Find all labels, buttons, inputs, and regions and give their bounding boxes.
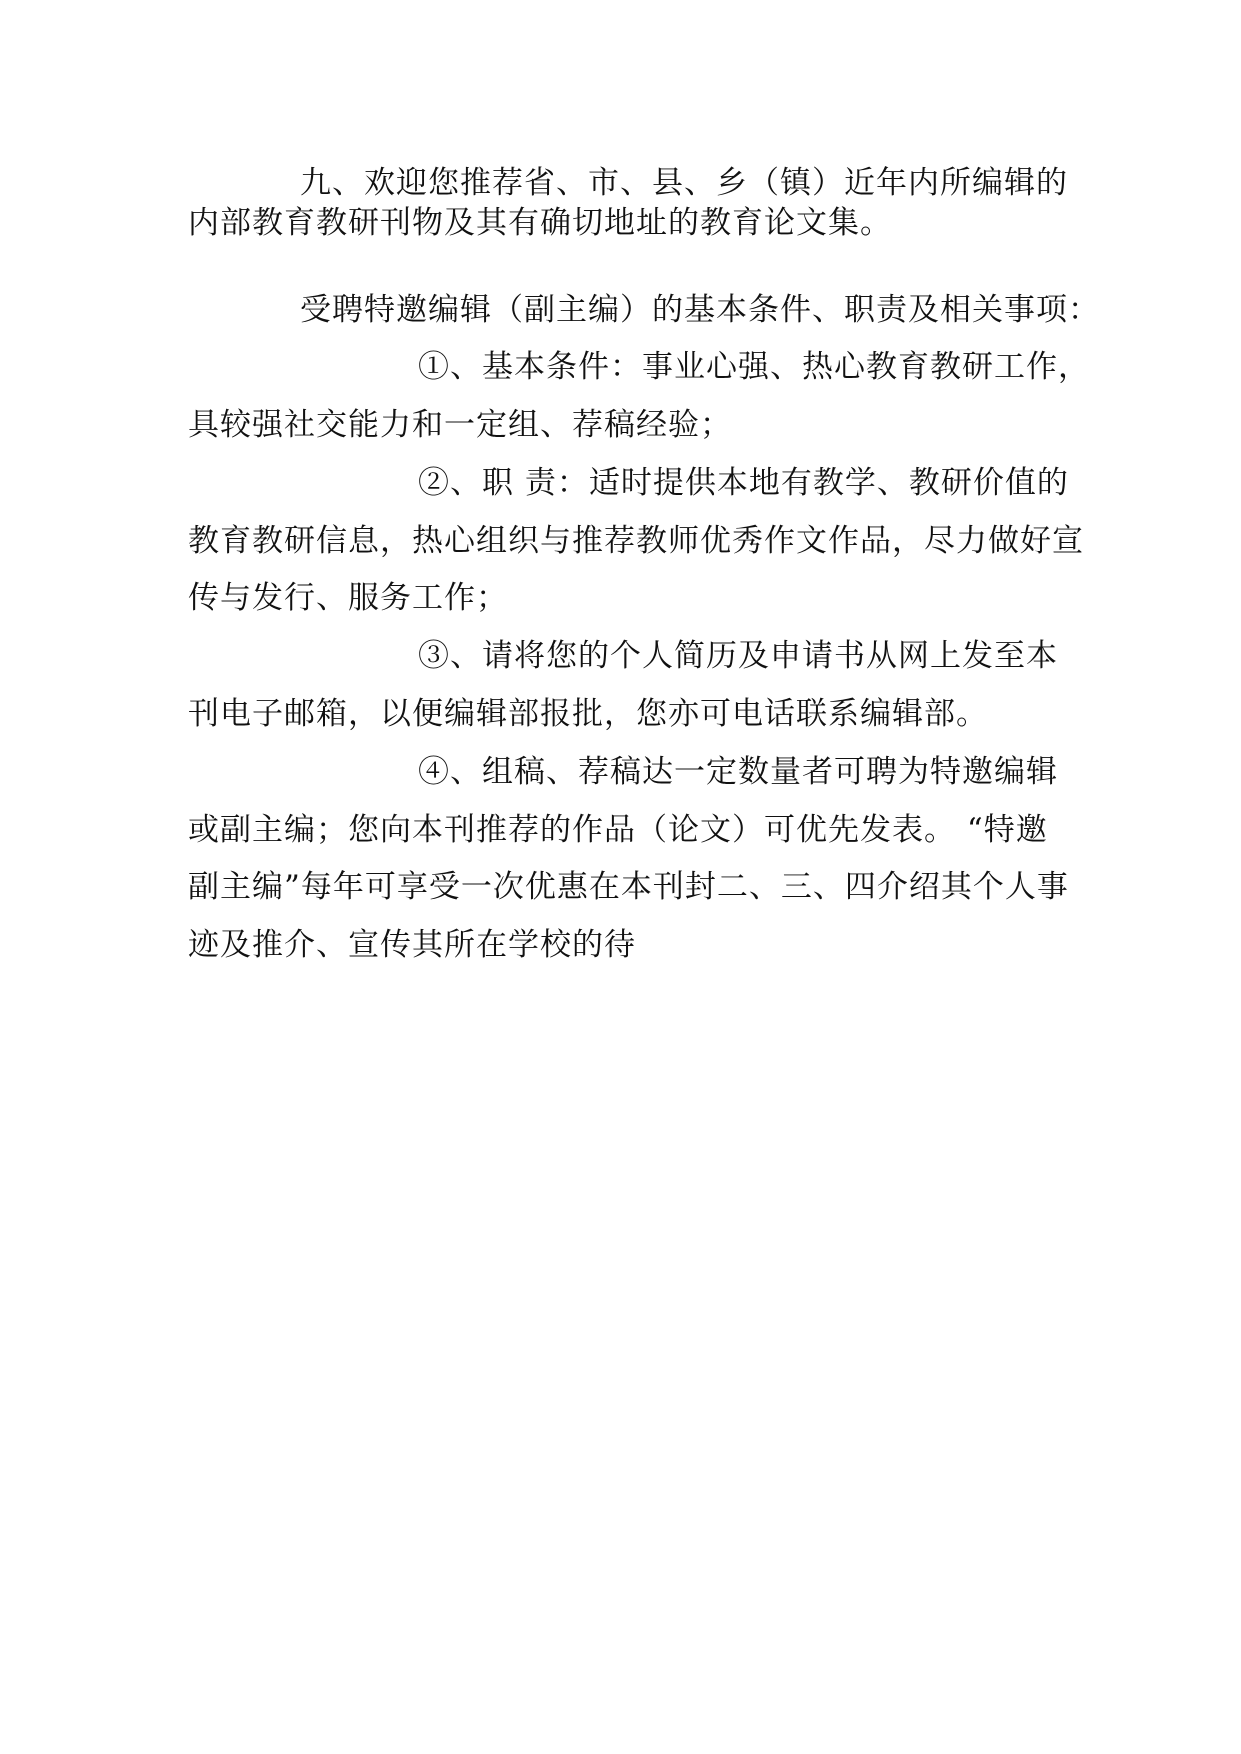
item-4-line-3: 副主编”每年可享受一次优惠在本刊封二、三、四介绍其个人事 [188, 869, 1069, 905]
item-2-line-2: 教育教研信息，热心组织与推荐教师优秀作文作品，尽力做好宣 [188, 523, 1084, 559]
paragraph-9-line-2: 内部教育教研刊物及其有确切地址的教育论文集。 [188, 205, 892, 241]
section-heading: 受聘特邀编辑（副主编）的基本条件、职责及相关事项： [300, 292, 1100, 328]
item-4-line-4: 迹及推介、宣传其所在学校的待 [188, 927, 636, 963]
item-2-line-3: 传与发行、服务工作； [188, 580, 508, 616]
item-3-line-1: ③、请将您的个人简历及申请书从网上发至本 [418, 638, 1058, 674]
paragraph-9-line-1: 九、欢迎您推荐省、市、县、乡（镇）近年内所编辑的 [300, 165, 1068, 201]
item-4-line-2: 或副主编；您向本刊推荐的作品（论文）可优先发表。 “特邀 [188, 812, 1048, 848]
item-1-line-2: 具较强社交能力和一定组、荐稿经验； [188, 407, 732, 443]
item-1-line-1: ①、基本条件：事业心强、热心教育教研工作， [418, 349, 1090, 385]
item-4-line-1: ④、组稿、荐稿达一定数量者可聘为特邀编辑 [418, 754, 1058, 790]
item-3-line-2: 刊电子邮箱，以便编辑部报批，您亦可电话联系编辑部。 [188, 696, 988, 732]
item-2-line-1: ②、职 责：适时提供本地有教学、教研价值的 [418, 465, 1069, 501]
